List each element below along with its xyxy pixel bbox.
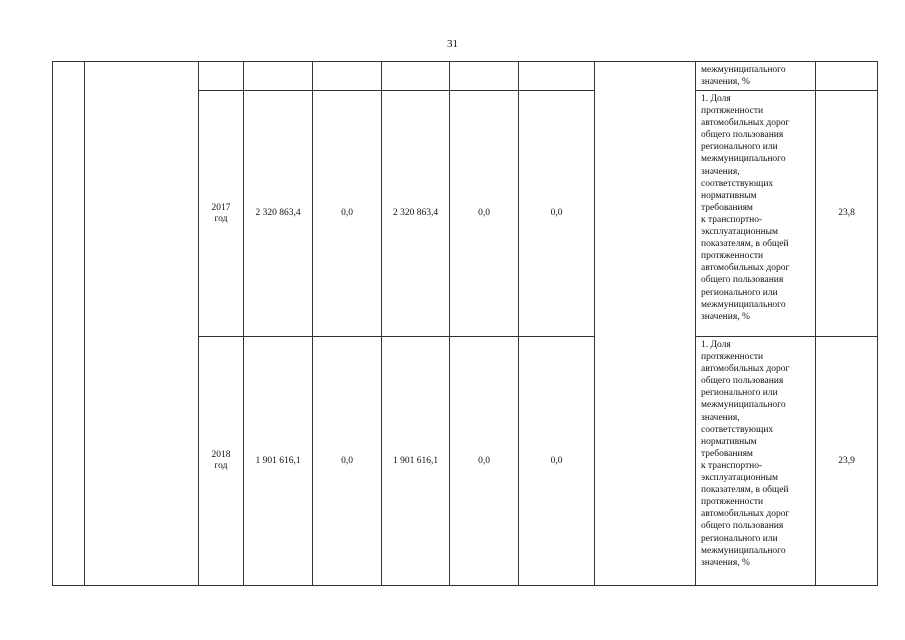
funding-cell [519,62,595,91]
indicator-cell: межмуниципального значения, % [696,62,816,91]
funding-cell: 0,0 [450,91,519,337]
name-cell [85,62,199,586]
funding-cell: 2 320 863,4 [382,91,450,337]
funding-cell: 0,0 [519,337,595,586]
funding-cell [450,62,519,91]
funding-cell: 0,0 [450,337,519,586]
executor-cell [595,62,696,586]
indicator-value-cell: 23,8 [816,91,878,337]
indicator-value-cell: 23,9 [816,337,878,586]
year-cell: 2017 год [199,91,244,337]
indicator-value-cell [816,62,878,91]
year-cell [199,62,244,91]
funding-cell: 0,0 [313,337,382,586]
total-cell [244,62,313,91]
number-cell [53,62,85,586]
funding-cell [382,62,450,91]
funding-cell: 0,0 [313,91,382,337]
table-row-continuation [53,62,878,91]
total-cell: 2 320 863,4 [244,91,313,337]
page-number: 31 [447,38,458,50]
year-cell: 2018 год [199,337,244,586]
funding-cell: 1 901 616,1 [382,337,450,586]
indicator-cell: 1. Доля протяженности автомобильных дорог общего пользования регионального или межмуниципального значения, соответствующих нормативным требованиям к транспортно- эксплуатационным показателям, в общей протяженности автомобильных дорог общего пользования регионального или межмуниципального значения, % [696,91,816,337]
program-funding-table [52,61,878,586]
funding-cell [313,62,382,91]
funding-cell: 0,0 [519,91,595,337]
total-cell: 1 901 616,1 [244,337,313,586]
indicator-cell: 1. Доля протяженности автомобильных дорог общего пользования регионального или межмуниципального значения, соответствующих нормативным требованиям к транспортно- эксплуатационным показателям, в общей протяженности автомобильных дорог общего пользования регионального или межмуниципального значения, % [696,337,816,586]
